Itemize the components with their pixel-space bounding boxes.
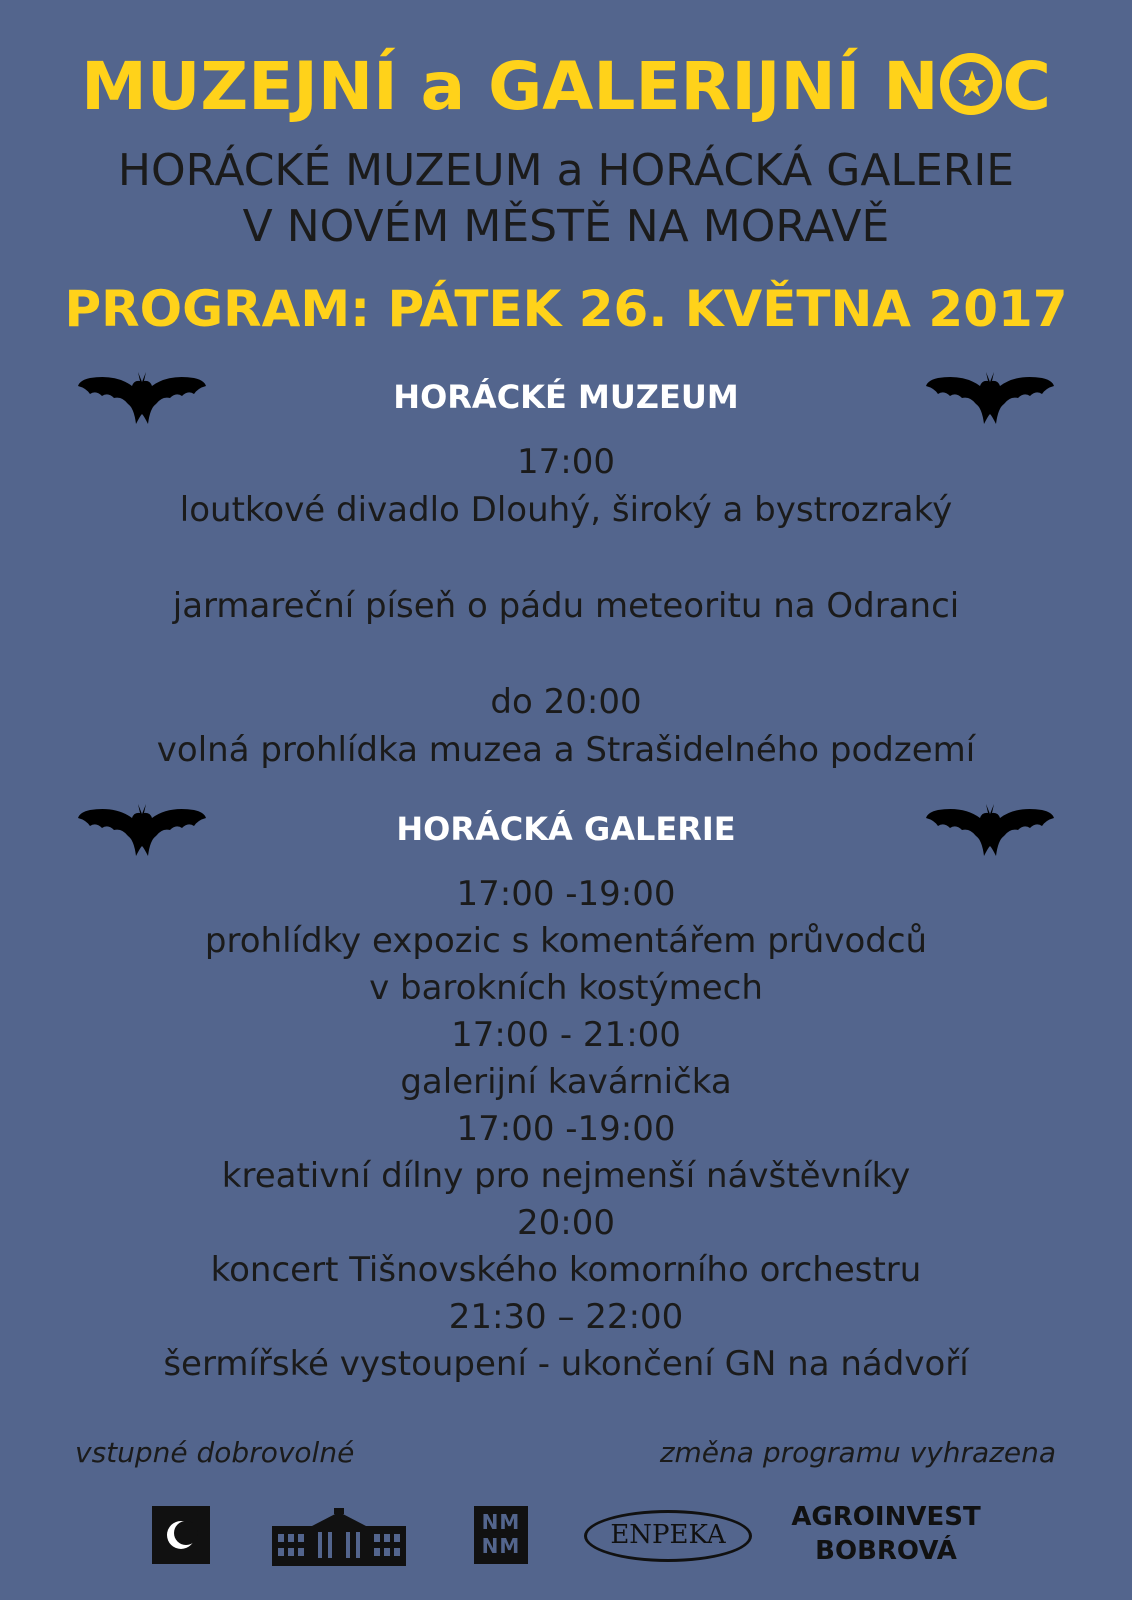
section-heading-museum: HORÁCKÉ MUZEUM (393, 378, 739, 416)
gallery-building-logo (272, 1508, 406, 1566)
gallery-line: šermířské vystoupení - ukončení GN na nádvoří (163, 1344, 969, 1384)
nm-logo (474, 1506, 528, 1564)
museum-line: 17:00 (517, 442, 615, 482)
agroinvest-line-2: BOBROVÁ (815, 1536, 957, 1566)
admission-note: vstupné dobrovolné (75, 1436, 355, 1469)
star-icon (940, 53, 1002, 115)
gallery-line: 17:00 -19:00 (456, 1109, 676, 1149)
enpeka-logo: ENPEKA (584, 1510, 752, 1562)
subtitle-line-1: HORÁCKÉ MUZEUM a HORÁCKÁ GALERIE (117, 145, 1015, 196)
gallery-line: 21:30 – 22:00 (448, 1297, 684, 1337)
gallery-line: 17:00 -19:00 (456, 874, 676, 914)
gallery-line: prohlídky expozic s komentářem průvodců (204, 921, 928, 961)
subtitle-line-2: V NOVÉM MĚSTĚ NA MORAVĚ (242, 201, 890, 252)
agroinvest-logo (780, 1500, 992, 1568)
museum-line: jarmareční píseň o pádu meteoritu na Odranci (172, 586, 960, 626)
nm-logo-text: NM (481, 1534, 521, 1558)
agroinvest-line-1: AGROINVEST (791, 1502, 981, 1532)
museum-line: volná prohlídka muzea a Strašidelného podzemí (156, 730, 976, 770)
museum-line: loutkové divadlo Dlouhý, široký a bystrozraký (179, 490, 953, 530)
gallery-line: 20:00 (517, 1203, 615, 1243)
section-heading-gallery: HORÁCKÁ GALERIE (396, 810, 736, 848)
gallery-line: koncert Tišnovského komorního orchestru (210, 1250, 922, 1290)
gallery-line: 17:00 - 21:00 (451, 1015, 681, 1055)
gallery-line: v barokních kostýmech (369, 968, 763, 1008)
gallery-line: kreativní dílny pro nejmenší návštěvníky (221, 1156, 911, 1196)
festival-logo (152, 1506, 210, 1564)
title-text: MUZEJNÍ a GALERIJNÍ N (81, 48, 939, 125)
program-change-note: změna programu vyhrazena (659, 1436, 1056, 1469)
title-text-end: C (1002, 48, 1051, 125)
program-date: PROGRAM: PÁTEK 26. KVĚTNA 2017 (64, 280, 1068, 338)
gallery-line: galerijní kavárnička (400, 1062, 732, 1102)
sponsor-logos (0, 1500, 1132, 1580)
museum-line: do 20:00 (490, 682, 642, 722)
poster-title (0, 48, 1132, 125)
nm-logo-text: NM (481, 1510, 521, 1534)
